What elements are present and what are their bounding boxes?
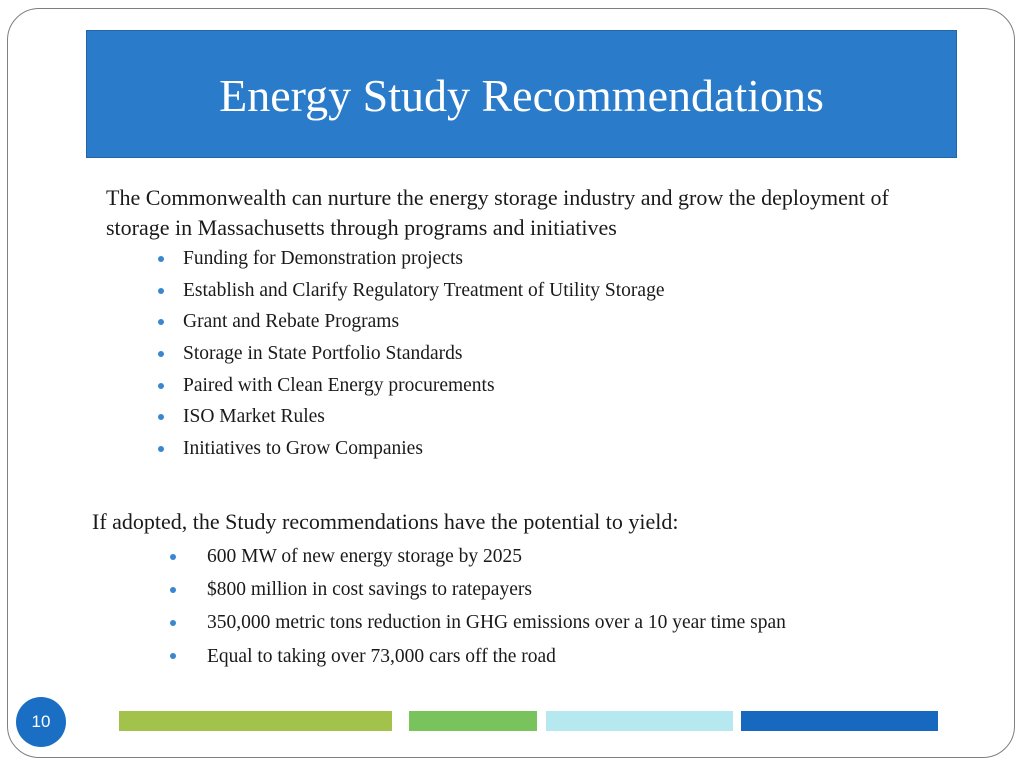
list-item-text: Grant and Rebate Programs — [183, 311, 400, 333]
bullet-icon — [158, 288, 164, 294]
bullet-icon — [158, 256, 164, 262]
list-item — [170, 640, 930, 673]
list-item — [158, 275, 918, 307]
bullet-icon — [158, 414, 164, 420]
list-item — [158, 306, 918, 338]
bullet-icon — [170, 653, 176, 659]
list-item-text: Equal to taking over 73,000 cars off the road — [207, 645, 556, 667]
list-item-text: 350,000 metric tons reduction in GHG emissions over a 10 year time span — [207, 612, 786, 634]
title-bar — [86, 30, 957, 158]
bullet-icon — [158, 319, 164, 325]
list-item-text: Storage in State Portfolio Standards — [183, 343, 463, 365]
bullet-icon — [170, 554, 176, 560]
outcomes-heading: If adopted, the Study recommendations have the potential to yield: — [92, 509, 679, 534]
list-item-text: Funding for Demonstration projects — [183, 248, 463, 269]
programs-list — [158, 243, 918, 465]
list-item — [170, 606, 930, 639]
list-item-text: Initiatives to Grow Companies — [183, 438, 423, 460]
list-item-text: ISO Market Rules — [183, 406, 325, 428]
list-item — [170, 540, 930, 573]
bullet-icon — [170, 587, 176, 593]
bullet-icon — [158, 446, 164, 452]
list-item — [158, 433, 918, 465]
footer-stripe-light-green — [409, 711, 537, 731]
list-item — [158, 401, 918, 433]
list-item-text: Establish and Clarify Regulatory Treatment of Utility Storage — [183, 279, 665, 301]
list-item — [170, 573, 930, 606]
list-item — [158, 370, 918, 402]
footer-stripe-light-blue — [546, 711, 733, 731]
slide-title: Energy Study Recommendations — [219, 70, 824, 121]
outcomes-list — [170, 540, 930, 673]
list-item-text: 600 MW of new energy storage by 2025 — [207, 546, 523, 567]
list-item-text: Paired with Clean Energy procurements — [183, 374, 495, 396]
list-item-text: $800 million in cost savings to ratepayers — [207, 579, 532, 601]
list-item — [158, 338, 918, 370]
bullet-icon — [158, 383, 164, 389]
list-item — [158, 243, 918, 275]
bullet-icon — [158, 351, 164, 357]
footer-stripe-green — [119, 711, 392, 731]
bullet-icon — [170, 620, 176, 626]
page-number-badge: 10 — [16, 697, 66, 747]
intro-paragraph: The Commonwealth can nurture the energy storage industry and grow the deployment of storage in Massachusetts through programs and initiatives — [106, 185, 889, 240]
footer-stripe-blue — [741, 711, 938, 731]
